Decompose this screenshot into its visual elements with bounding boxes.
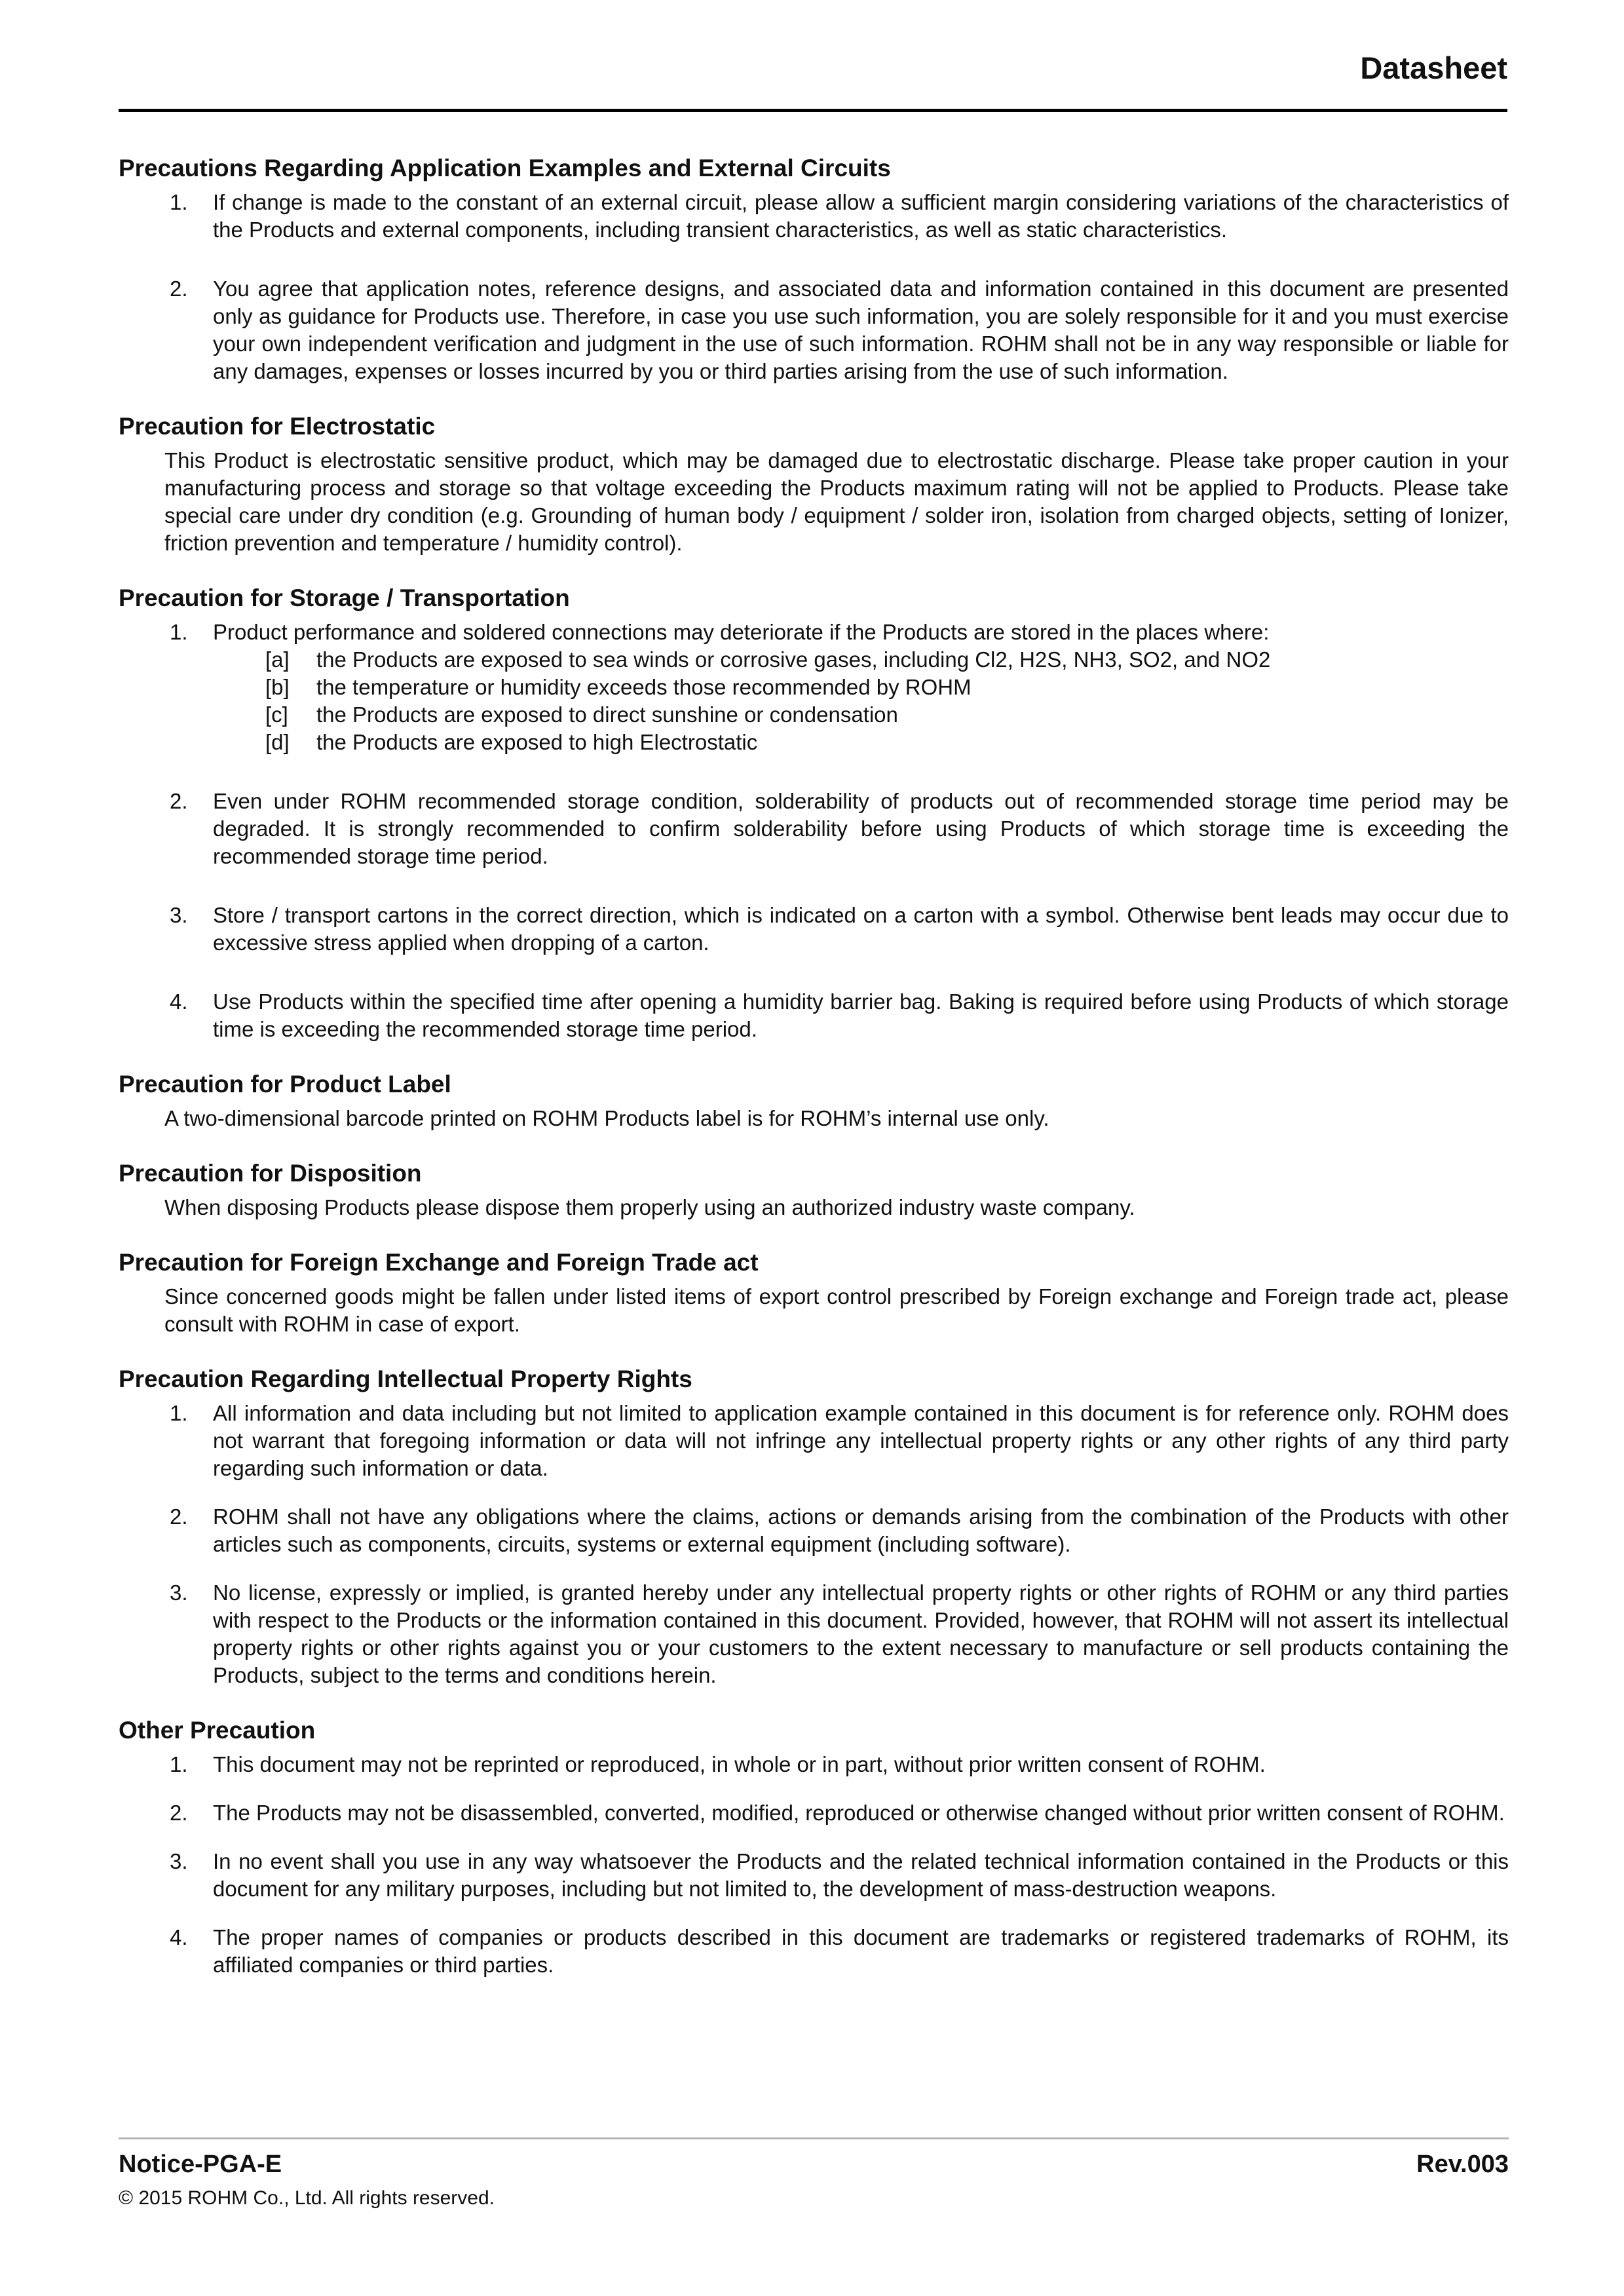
subitem-label: [d] xyxy=(265,730,290,754)
section-heading: Precaution for Foreign Exchange and Foreign Trade act xyxy=(119,1249,759,1276)
section-heading: Precaution for Disposition xyxy=(119,1160,422,1187)
numbered-item xyxy=(119,988,1509,1043)
item-text: Use Products within the specified time after opening a humidity barrier bag. Baking is required before using Products of which storage time is exceeding the recommended storage time period. xyxy=(213,989,1509,1041)
item-body xyxy=(213,189,1509,244)
section xyxy=(119,1366,1509,1689)
section xyxy=(119,584,1509,1043)
numbered-item xyxy=(119,1579,1509,1689)
section xyxy=(119,1717,1509,1979)
numbered-item xyxy=(119,788,1509,870)
item-text: Store / transport cartons in the correct direction, which is indicated on a carton with a symbol. Otherwise bent leads may occur due to excessive stress applied when dropping of a carton. xyxy=(213,903,1509,955)
item-number: 3. xyxy=(170,1849,188,1873)
item-text: You agree that application notes, reference designs, and associated data and information contained in this document are presented only as guidance for Products use. Therefore, in case you use such information, you are solely responsible for it and you must exercise your own independent verification and judgment in the use of such information. ROHM shall not be in any way responsible or liable for any damages, expenses or losses incurred by you or third parties arising from the use of such information. xyxy=(213,277,1509,383)
item-body xyxy=(213,1924,1509,1979)
subitem-text: the Products are exposed to high Electrostatic xyxy=(316,730,758,754)
subitem xyxy=(265,674,1509,701)
item-number: 3. xyxy=(170,903,188,927)
section xyxy=(119,1071,1509,1132)
item-number: 3. xyxy=(170,1580,188,1605)
item-body xyxy=(213,1848,1509,1903)
footer-revision: Rev.003 xyxy=(1416,2151,1509,2178)
subitem-text: the Products are exposed to sea winds or corrosive gases, including Cl2, H2S, NH3, SO2, and NO2 xyxy=(316,647,1271,672)
subitem-label: [a] xyxy=(265,647,290,672)
item-text: This document may not be reprinted or reproduced, in whole or in part, without prior written consent of ROHM. xyxy=(213,1752,1266,1776)
numbered-item xyxy=(119,1924,1509,1979)
subitem xyxy=(265,646,1509,674)
subitem-text: the Products are exposed to direct sunshine or condensation xyxy=(316,702,898,727)
numbered-item xyxy=(119,1400,1509,1482)
paragraph: When disposing Products please dispose them properly using an authorized industry waste company. xyxy=(164,1195,1135,1219)
item-text: The Products may not be disassembled, converted, modified, reproduced or otherwise changed without prior written consent of ROHM. xyxy=(213,1801,1505,1825)
section-heading: Precautions Regarding Application Examples and External Circuits xyxy=(119,155,891,182)
datasheet-title: Datasheet xyxy=(1360,50,1507,85)
item-number: 2. xyxy=(170,1504,188,1529)
subitem xyxy=(265,729,1509,756)
section xyxy=(119,1249,1509,1338)
item-number: 1. xyxy=(170,190,188,214)
item-body xyxy=(213,788,1509,870)
page-footer xyxy=(119,2151,1509,2179)
item-body xyxy=(213,1799,1509,1827)
section-heading: Precaution Regarding Intellectual Property Rights xyxy=(119,1366,692,1392)
subitem-text: the temperature or humidity exceeds those recommended by ROHM xyxy=(316,675,972,699)
paragraph: This Product is electrostatic sensitive product, which may be damaged due to electrostatic discharge. Please take proper caution in your manufacturing process and storage so that voltage exceeding the Products maximum rating will not be applied to Products. Please take special care under dry condition (e.g. Grounding of human body / equipment / solder iron, isolation from charged objects, setting of Ionizer, friction prevention and temperature / humidity control). xyxy=(164,448,1509,555)
item-number: 4. xyxy=(170,989,188,1014)
item-text: In no event shall you use in any way whatsoever the Products and the related technical information contained in the Products or this document for any military purposes, including but not limited to, the development of mass-destruction weapons. xyxy=(213,1849,1509,1901)
item-number: 1. xyxy=(170,620,188,644)
subitem-list xyxy=(213,646,1509,756)
item-text: Product performance and soldered connections may deteriorate if the Products are stored in the places where: xyxy=(213,620,1270,644)
subitem xyxy=(265,701,1509,729)
item-text: Even under ROHM recommended storage condition, solderability of products out of recommended storage time period may be degraded. It is strongly recommended to confirm solderability before using Products of which storage time is exceeding the recommended storage time period. xyxy=(213,789,1509,868)
item-text: All information and data including but not limited to application example contained in this document is for reference only. ROHM does not warrant that foregoing information or data will not infringe any intellectual property rights or any other rights of any third party regarding such information or data. xyxy=(213,1401,1509,1480)
section-heading: Precaution for Electrostatic xyxy=(119,413,436,440)
paragraph: A two-dimensional barcode printed on ROHM Products label is for ROHM’s internal use only. xyxy=(164,1106,1049,1130)
item-number: 2. xyxy=(170,277,188,301)
section-heading: Precaution for Product Label xyxy=(119,1071,451,1098)
numbered-item xyxy=(119,902,1509,957)
item-body xyxy=(213,1751,1509,1778)
item-text: The proper names of companies or products described in this document are trademarks or registered trademarks of ROHM, its affiliated companies or third parties. xyxy=(213,1925,1509,1977)
item-number: 2. xyxy=(170,1801,188,1825)
item-number: 1. xyxy=(170,1401,188,1425)
numbered-item xyxy=(119,1503,1509,1558)
document-body xyxy=(119,155,1509,1979)
numbered-item xyxy=(119,619,1509,756)
item-body xyxy=(213,1400,1509,1482)
item-number: 4. xyxy=(170,1925,188,1949)
numbered-item xyxy=(119,1751,1509,1778)
section xyxy=(119,1160,1509,1221)
item-number: 2. xyxy=(170,789,188,813)
paragraph: Since concerned goods might be fallen under listed items of export control prescribed by Foreign exchange and Foreign trade act, please consult with ROHM in case of export. xyxy=(164,1284,1509,1336)
item-number: 1. xyxy=(170,1752,188,1776)
item-text: If change is made to the constant of an external circuit, please allow a sufficient margin considering variations of the characteristics of the Products and external components, including transient characteristics, as well as static characteristics. xyxy=(213,190,1509,242)
subitem-label: [c] xyxy=(265,702,288,727)
numbered-item xyxy=(119,1799,1509,1827)
section xyxy=(119,413,1509,557)
numbered-item xyxy=(119,275,1509,385)
header-rule xyxy=(119,109,1507,112)
item-text: No license, expressly or implied, is granted hereby under any intellectual property rights or other rights of ROHM or any third parties with respect to the Products or the information contained in this document. Provided, however, that ROHM will not assert its intellectual property rights or other rights against you or your customers to the extent necessary to manufacture or sell products containing the Products, subject to the terms and conditions herein. xyxy=(213,1580,1509,1687)
item-body xyxy=(213,619,1509,756)
numbered-item xyxy=(119,189,1509,244)
footer-doc-code: Notice-PGA-E xyxy=(119,2151,282,2178)
footer-copyright: © 2015 ROHM Co., Ltd. All rights reserved. xyxy=(119,2187,495,2209)
section xyxy=(119,155,1509,385)
item-body xyxy=(213,1579,1509,1689)
item-body xyxy=(213,988,1509,1043)
footer-rule xyxy=(119,2137,1509,2139)
section-heading: Precaution for Storage / Transportation xyxy=(119,584,570,611)
numbered-item xyxy=(119,1848,1509,1903)
section-heading: Other Precaution xyxy=(119,1717,316,1744)
item-text: ROHM shall not have any obligations where the claims, actions or demands arising from the combination of the Products with other articles such as components, circuits, systems or external equipment (including software). xyxy=(213,1504,1509,1556)
item-body xyxy=(213,902,1509,957)
subitem-label: [b] xyxy=(265,675,290,699)
item-body xyxy=(213,1503,1509,1558)
item-body xyxy=(213,275,1509,385)
page-header xyxy=(119,50,1507,86)
